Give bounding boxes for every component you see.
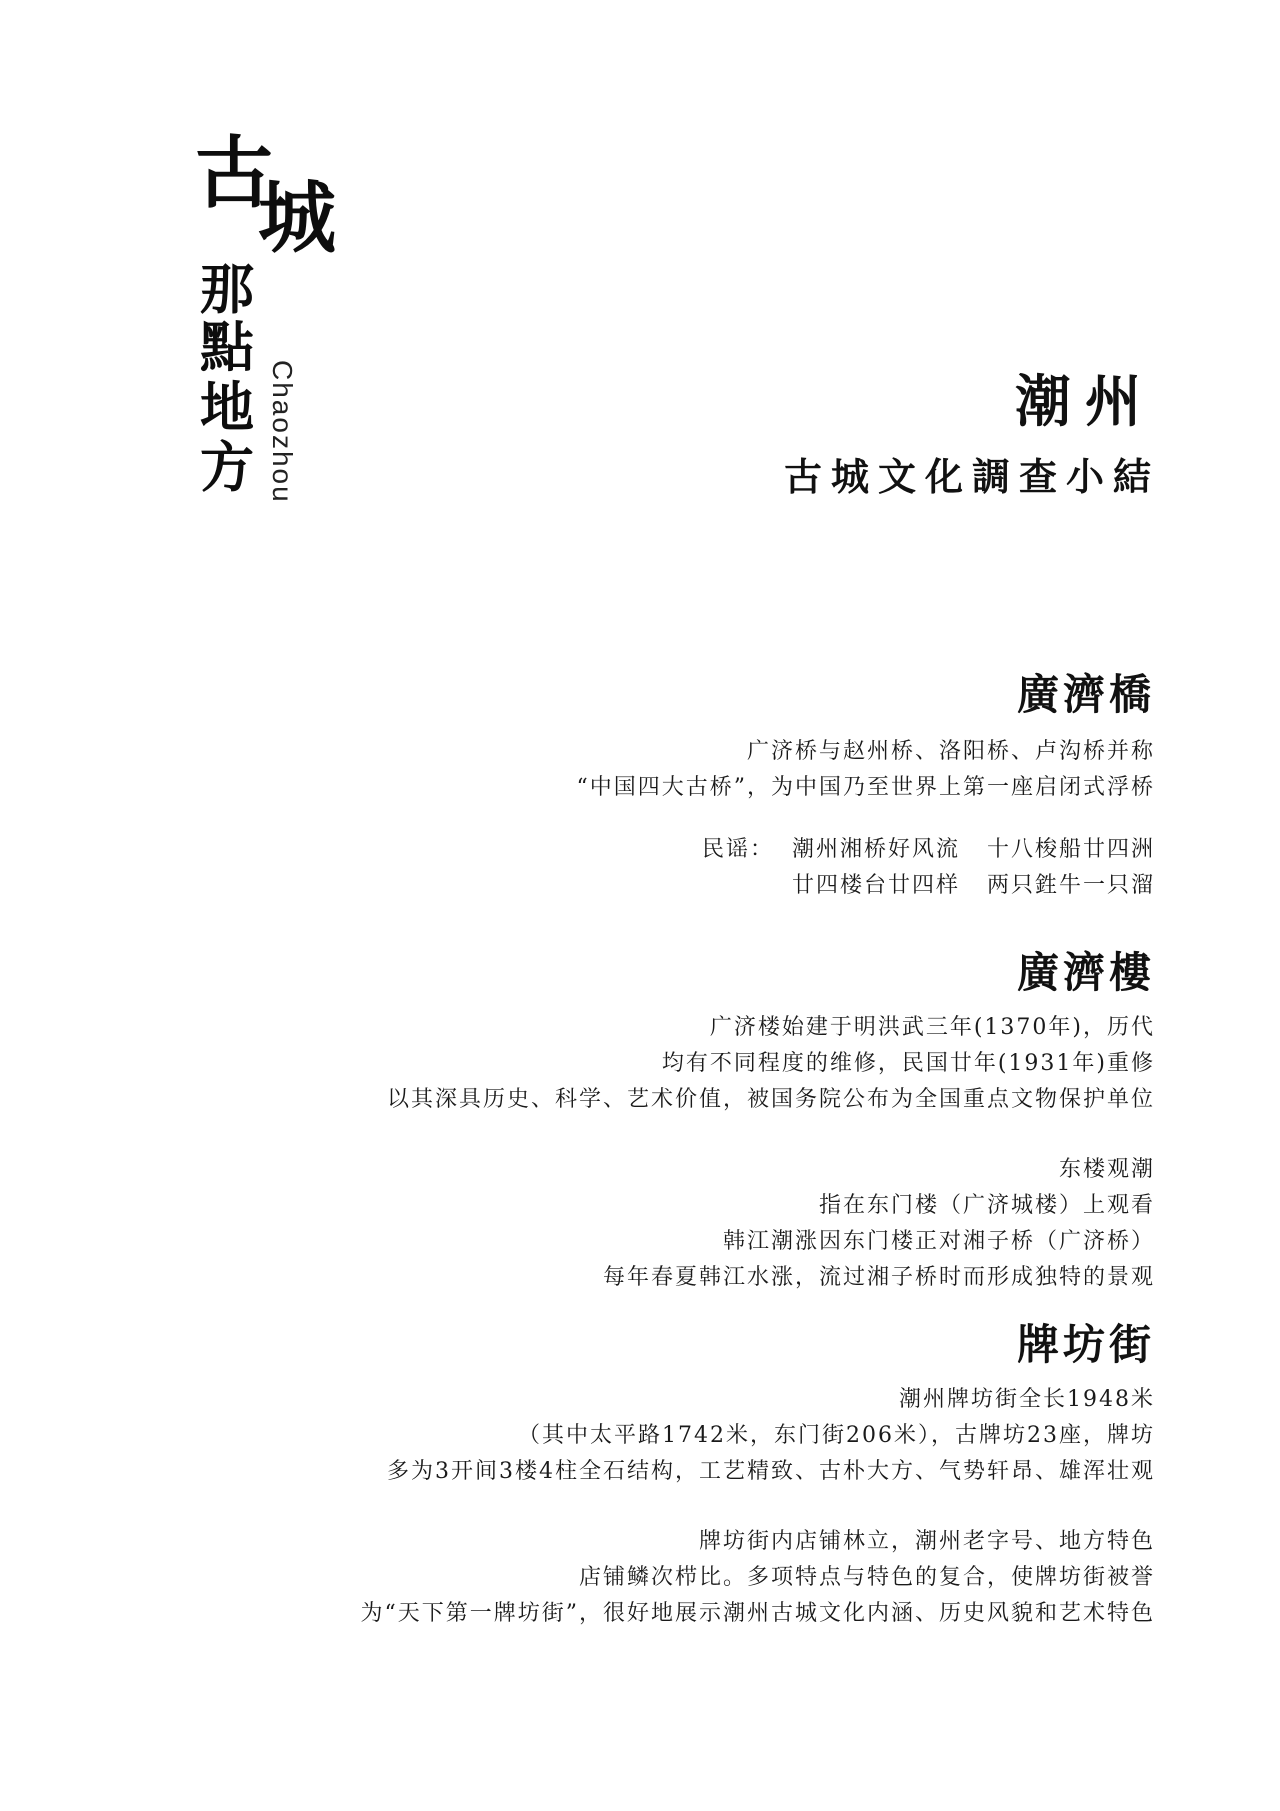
text-line: 牌坊街内店铺林立，潮州老字号、地方特色 bbox=[698, 1529, 1155, 1555]
text-line: “中国四大古桥”，为中国乃至世界上第一座启闭式浮桥 bbox=[576, 775, 1155, 801]
page-subtitle: 古城文化調查小結 bbox=[783, 454, 1160, 499]
logo-char: 古 bbox=[195, 128, 274, 219]
logo-char: 地 bbox=[200, 375, 254, 439]
section-heading: 牌坊街 bbox=[1016, 1320, 1155, 1369]
logo-char: 方 bbox=[200, 435, 254, 499]
text-line: 民谣： 潮州湘桥好风流 十八梭船廿四洲 bbox=[702, 837, 1155, 863]
logo-char: 點 bbox=[200, 315, 254, 379]
section-guangji-tower bbox=[155, 948, 1155, 1296]
section-paragraph bbox=[155, 1382, 1155, 1490]
section-heading: 廣濟樓 bbox=[1016, 948, 1155, 997]
text-line: 每年春夏韩江水涨，流过湘子桥时而形成独特的景观 bbox=[602, 1265, 1155, 1291]
text-line: 均有不同程度的维修，民国廿年(1931年)重修 bbox=[661, 1051, 1155, 1077]
section-heading: 廣濟橋 bbox=[1016, 670, 1155, 719]
text-line: 东楼观潮 bbox=[1058, 1157, 1155, 1183]
text-line: 以其深具历史、科学、艺术价值，被国务院公布为全国重点文物保护单位 bbox=[386, 1087, 1155, 1113]
logo-char: 那 bbox=[200, 257, 254, 321]
folk-song bbox=[155, 832, 1155, 904]
text-line: 店铺鳞次栉比。多项特点与特色的复合，使牌坊街被誉 bbox=[578, 1565, 1155, 1591]
logo-romanization: Chaozhou bbox=[267, 360, 298, 504]
text-line: 韩江潮涨因东门楼正对湘子桥（广济桥） bbox=[722, 1229, 1155, 1255]
logo-char: 城 bbox=[258, 173, 337, 264]
section-paragraph bbox=[155, 734, 1155, 806]
section-guangji-bridge bbox=[155, 670, 1155, 904]
text-line: （其中太平路1742米，东门街206米），古牌坊23座，牌坊 bbox=[518, 1423, 1155, 1449]
text-line: 廿四楼台廿四样 两只鉎牛一只溜 bbox=[792, 873, 1155, 899]
text-line: 潮州牌坊街全长1948米 bbox=[899, 1387, 1155, 1413]
text-line: 广济楼始建于明洪武三年(1370年)，历代 bbox=[709, 1015, 1155, 1041]
text-line: 指在东门楼（广济城楼）上观看 bbox=[818, 1193, 1155, 1219]
section-paragraph bbox=[155, 1152, 1155, 1296]
section-paifang-street bbox=[155, 1320, 1155, 1632]
text-line: 为“天下第一牌坊街”，很好地展示潮州古城文化内涵、历史风貌和艺术特色 bbox=[360, 1601, 1155, 1627]
section-paragraph bbox=[155, 1010, 1155, 1118]
section-paragraph bbox=[155, 1524, 1155, 1632]
logo bbox=[0, 0, 400, 520]
text-line: 广济桥与赵州桥、洛阳桥、卢沟桥并称 bbox=[746, 739, 1155, 765]
text-line: 多为3开间3楼4柱全石结构，工艺精致、古朴大方、气势轩昂、雄浑壮观 bbox=[387, 1459, 1155, 1485]
page-title: 潮州 bbox=[1015, 369, 1155, 435]
